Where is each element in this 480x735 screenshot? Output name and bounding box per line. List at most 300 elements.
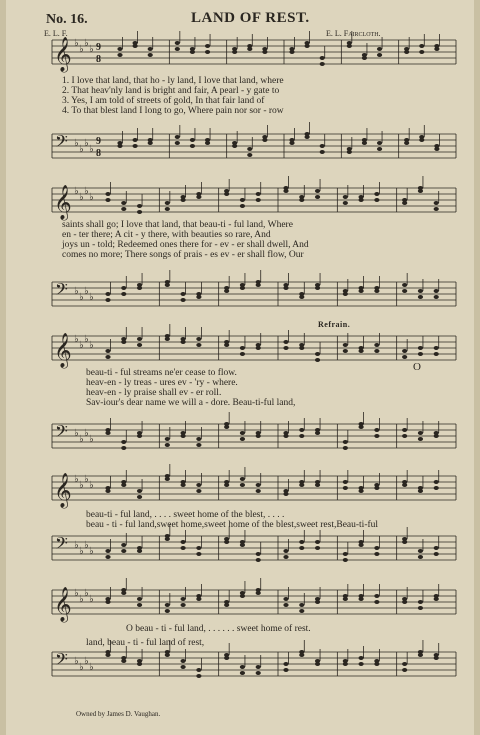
note-head bbox=[418, 431, 423, 435]
lyric-line: joys un - told; Redeemed ones there for - ev - er shall dwell, And bbox=[62, 240, 309, 250]
note-head bbox=[374, 192, 379, 196]
note-head bbox=[117, 141, 122, 145]
refrain-label: Refrain. bbox=[318, 320, 351, 329]
note-head bbox=[299, 428, 304, 432]
hymn-page bbox=[6, 0, 474, 735]
note-head bbox=[196, 674, 201, 678]
note-head bbox=[418, 289, 423, 293]
note-head bbox=[315, 540, 320, 544]
flat-icon: ♭ bbox=[84, 588, 89, 599]
flat-icon: ♭ bbox=[74, 38, 79, 49]
note-head bbox=[105, 192, 110, 196]
note-head bbox=[137, 210, 142, 214]
note-head bbox=[343, 594, 348, 598]
note-head bbox=[434, 144, 439, 148]
note-head bbox=[105, 597, 110, 601]
flat-icon: ♭ bbox=[74, 186, 79, 197]
flat-icon: ♭ bbox=[79, 594, 84, 605]
note-head bbox=[247, 153, 252, 157]
note-head bbox=[434, 346, 439, 350]
note-head bbox=[196, 343, 201, 347]
note-head bbox=[105, 355, 110, 359]
note-head bbox=[359, 346, 364, 350]
note-head bbox=[434, 44, 439, 48]
note-head bbox=[121, 446, 126, 450]
note-head bbox=[165, 280, 170, 284]
note-head bbox=[105, 198, 110, 202]
note-head bbox=[137, 495, 142, 499]
lyricist-credit: E. L. F. bbox=[44, 29, 68, 38]
note-head bbox=[247, 44, 252, 48]
flat-icon: ♭ bbox=[89, 340, 94, 351]
bass-clef-icon: 𝄢 bbox=[55, 649, 68, 673]
note-head bbox=[402, 355, 407, 359]
note-head bbox=[299, 343, 304, 347]
flat-icon: ♭ bbox=[89, 144, 94, 155]
note-head bbox=[181, 195, 186, 199]
note-head bbox=[165, 474, 170, 478]
note-head bbox=[196, 668, 201, 672]
note-head bbox=[374, 434, 379, 438]
note-head bbox=[343, 195, 348, 199]
flat-icon: ♭ bbox=[89, 662, 94, 673]
note-head bbox=[359, 594, 364, 598]
lyric-line: 3. Yes, I am told of streets of gold, In that fair land of bbox=[62, 96, 265, 106]
note-head bbox=[418, 606, 423, 610]
note-head bbox=[181, 480, 186, 484]
lyric-line: heav-en - ly praise shall ev - er roll. bbox=[86, 388, 222, 398]
note-head bbox=[283, 603, 288, 607]
note-head bbox=[224, 600, 229, 604]
note-head bbox=[283, 431, 288, 435]
note-head bbox=[240, 540, 245, 544]
note-head bbox=[165, 201, 170, 205]
treble-clef-icon: 𝄞 bbox=[54, 473, 72, 508]
note-head bbox=[418, 295, 423, 299]
note-head bbox=[137, 337, 142, 341]
time-signature: 8 bbox=[96, 54, 101, 65]
note-head bbox=[121, 480, 126, 484]
note-head bbox=[121, 543, 126, 547]
note-head bbox=[137, 659, 142, 663]
bass-staff bbox=[6, 421, 474, 464]
note-head bbox=[256, 483, 261, 487]
lyric-line: comes no more; There songs of prais - es ev - er shall flow, Our bbox=[62, 250, 304, 260]
note-head bbox=[256, 343, 261, 347]
note-head bbox=[305, 132, 310, 136]
note-head bbox=[299, 540, 304, 544]
bass-clef-icon: 𝄢 bbox=[55, 131, 68, 155]
note-head bbox=[402, 198, 407, 202]
note-head bbox=[256, 671, 261, 675]
note-head bbox=[196, 443, 201, 447]
note-head bbox=[374, 349, 379, 353]
note-head bbox=[402, 283, 407, 287]
note-head bbox=[434, 653, 439, 657]
note-head bbox=[320, 144, 325, 148]
flat-icon: ♭ bbox=[74, 656, 79, 667]
note-head bbox=[148, 47, 153, 51]
note-head bbox=[196, 337, 201, 341]
note-head bbox=[283, 597, 288, 601]
note-head bbox=[196, 192, 201, 196]
note-head bbox=[434, 207, 439, 211]
note-head bbox=[224, 340, 229, 344]
flat-icon: ♭ bbox=[79, 434, 84, 445]
note-head bbox=[404, 47, 409, 51]
note-head bbox=[262, 47, 267, 51]
note-head bbox=[434, 594, 439, 598]
note-head bbox=[343, 558, 348, 562]
note-head bbox=[105, 428, 110, 432]
note-head bbox=[121, 588, 126, 592]
flat-icon: ♭ bbox=[84, 656, 89, 667]
note-head bbox=[283, 549, 288, 553]
note-head bbox=[305, 41, 310, 45]
note-head bbox=[320, 56, 325, 60]
note-head bbox=[247, 147, 252, 151]
note-head bbox=[359, 422, 364, 426]
note-head bbox=[256, 588, 261, 592]
note-head bbox=[240, 591, 245, 595]
note-head bbox=[315, 546, 320, 550]
note-head bbox=[224, 480, 229, 484]
note-head bbox=[434, 352, 439, 356]
note-head bbox=[434, 289, 439, 293]
note-head bbox=[181, 665, 186, 669]
note-head bbox=[434, 486, 439, 490]
note-head bbox=[418, 437, 423, 441]
note-head bbox=[418, 486, 423, 490]
treble-clef-icon: 𝄞 bbox=[54, 37, 72, 72]
note-head bbox=[256, 558, 261, 562]
note-head bbox=[283, 662, 288, 666]
note-head bbox=[374, 552, 379, 556]
note-head bbox=[418, 555, 423, 559]
flat-icon: ♭ bbox=[74, 588, 79, 599]
note-head bbox=[256, 665, 261, 669]
hymn-title: LAND OF REST. bbox=[191, 10, 310, 26]
flat-icon: ♭ bbox=[79, 144, 84, 155]
note-head bbox=[196, 437, 201, 441]
note-head bbox=[374, 428, 379, 432]
note-head bbox=[196, 292, 201, 296]
ownership-footer: Owned by James D. Vaughan. bbox=[76, 710, 161, 718]
note-head bbox=[181, 546, 186, 550]
note-head bbox=[359, 486, 364, 490]
lyric-line: 2. That heav'nly land is bright and fair, A pearl - y gate to bbox=[62, 86, 280, 96]
note-head bbox=[283, 346, 288, 350]
note-head bbox=[117, 47, 122, 51]
note-head bbox=[343, 343, 348, 347]
bass-staff bbox=[6, 279, 474, 322]
note-head bbox=[315, 195, 320, 199]
note-head bbox=[434, 201, 439, 205]
time-signature: 9 bbox=[96, 42, 101, 53]
note-head bbox=[137, 283, 142, 287]
note-head bbox=[205, 50, 210, 54]
note-head bbox=[374, 600, 379, 604]
note-head bbox=[240, 483, 245, 487]
note-head bbox=[165, 334, 170, 338]
lyrics-system-4 bbox=[86, 510, 378, 530]
lyric-line: 4. To that blest land I long to go, Where pain nor sor - row bbox=[62, 106, 284, 116]
note-head bbox=[240, 204, 245, 208]
note-head bbox=[419, 135, 424, 139]
note-head bbox=[347, 41, 352, 45]
note-head bbox=[374, 659, 379, 663]
bass-staff bbox=[6, 131, 474, 174]
note-head bbox=[175, 41, 180, 45]
note-head bbox=[190, 138, 195, 142]
note-head bbox=[224, 537, 229, 541]
note-head bbox=[133, 144, 138, 148]
note-head bbox=[148, 138, 153, 142]
note-head bbox=[374, 286, 379, 290]
note-head bbox=[240, 671, 245, 675]
note-head bbox=[315, 283, 320, 287]
note-head bbox=[299, 603, 304, 607]
note-head bbox=[359, 540, 364, 544]
note-head bbox=[289, 138, 294, 142]
note-head bbox=[299, 434, 304, 438]
note-head bbox=[402, 662, 407, 666]
note-head bbox=[343, 289, 348, 293]
flat-icon: ♭ bbox=[79, 44, 84, 55]
note-head bbox=[181, 298, 186, 302]
lyrics-system-1 bbox=[62, 76, 284, 116]
note-head bbox=[377, 141, 382, 145]
note-head bbox=[343, 659, 348, 663]
flat-icon: ♭ bbox=[89, 292, 94, 303]
note-head bbox=[283, 489, 288, 493]
note-head bbox=[434, 546, 439, 550]
note-head bbox=[240, 665, 245, 669]
note-head bbox=[165, 650, 170, 654]
note-head bbox=[121, 656, 126, 660]
note-head bbox=[434, 552, 439, 556]
note-head bbox=[418, 549, 423, 553]
flat-icon: ♭ bbox=[84, 428, 89, 439]
note-head bbox=[165, 207, 170, 211]
note-head bbox=[175, 141, 180, 145]
flat-icon: ♭ bbox=[79, 546, 84, 557]
flat-icon: ♭ bbox=[74, 138, 79, 149]
flat-icon: ♭ bbox=[79, 292, 84, 303]
note-head bbox=[232, 141, 237, 145]
refrain-o-text: O bbox=[413, 361, 421, 373]
note-head bbox=[262, 135, 267, 139]
note-head bbox=[315, 659, 320, 663]
note-head bbox=[240, 352, 245, 356]
note-head bbox=[320, 62, 325, 66]
note-head bbox=[181, 292, 186, 296]
note-head bbox=[133, 138, 138, 142]
note-head bbox=[402, 434, 407, 438]
note-head bbox=[374, 198, 379, 202]
flat-icon: ♭ bbox=[89, 434, 94, 445]
note-head bbox=[299, 480, 304, 484]
note-head bbox=[402, 349, 407, 353]
flat-icon: ♭ bbox=[84, 286, 89, 297]
note-head bbox=[165, 437, 170, 441]
note-head bbox=[434, 431, 439, 435]
note-head bbox=[315, 358, 320, 362]
flat-icon: ♭ bbox=[84, 540, 89, 551]
flat-icon: ♭ bbox=[84, 334, 89, 345]
note-head bbox=[240, 346, 245, 350]
note-head bbox=[419, 50, 424, 54]
note-head bbox=[224, 422, 229, 426]
note-head bbox=[121, 440, 126, 444]
note-head bbox=[105, 349, 110, 353]
lyric-line: 1. I love that land, that ho - ly land, I love that land, where bbox=[62, 76, 284, 86]
note-head bbox=[343, 446, 348, 450]
note-head bbox=[359, 286, 364, 290]
note-head bbox=[374, 483, 379, 487]
note-head bbox=[299, 292, 304, 296]
note-head bbox=[418, 186, 423, 190]
flat-icon: ♭ bbox=[79, 192, 84, 203]
time-signature: 9 bbox=[96, 136, 101, 147]
note-head bbox=[190, 47, 195, 51]
lyric-line: en - ter there; A cit - y there, with beauties so rare, And bbox=[62, 230, 271, 240]
lyric-line: beau-ti - ful streams ne'er cease to flow. bbox=[86, 368, 237, 378]
lyric-line: Sav-iour's dear name we will a - dore. Beau-ti-ful land, bbox=[86, 398, 296, 408]
note-head bbox=[402, 480, 407, 484]
note-head bbox=[418, 346, 423, 350]
note-head bbox=[181, 540, 186, 544]
note-head bbox=[190, 144, 195, 148]
flat-icon: ♭ bbox=[74, 540, 79, 551]
flat-icon: ♭ bbox=[89, 192, 94, 203]
note-head bbox=[418, 600, 423, 604]
lyrics-system-3 bbox=[86, 368, 295, 408]
treble-clef-icon: 𝄞 bbox=[54, 333, 72, 368]
note-head bbox=[181, 597, 186, 601]
note-head bbox=[402, 537, 407, 541]
note-head bbox=[240, 198, 245, 202]
note-head bbox=[283, 555, 288, 559]
note-head bbox=[137, 597, 142, 601]
bass-clef-icon: 𝄢 bbox=[55, 533, 68, 557]
note-head bbox=[137, 603, 142, 607]
note-head bbox=[121, 549, 126, 553]
note-head bbox=[315, 597, 320, 601]
note-head bbox=[205, 44, 210, 48]
note-head bbox=[121, 207, 126, 211]
flat-icon: ♭ bbox=[79, 662, 84, 673]
note-head bbox=[165, 603, 170, 607]
note-head bbox=[315, 352, 320, 356]
note-head bbox=[283, 283, 288, 287]
note-head bbox=[283, 186, 288, 190]
note-head bbox=[137, 204, 142, 208]
note-head bbox=[148, 53, 153, 57]
note-head bbox=[343, 480, 348, 484]
note-head bbox=[402, 668, 407, 672]
note-head bbox=[256, 280, 261, 284]
note-head bbox=[232, 47, 237, 51]
flat-icon: ♭ bbox=[79, 480, 84, 491]
note-head bbox=[404, 138, 409, 142]
note-head bbox=[256, 489, 261, 493]
note-head bbox=[359, 662, 364, 666]
note-head bbox=[181, 659, 186, 663]
note-head bbox=[196, 552, 201, 556]
note-head bbox=[105, 549, 110, 553]
note-head bbox=[181, 431, 186, 435]
note-head bbox=[343, 486, 348, 490]
note-head bbox=[105, 292, 110, 296]
note-head bbox=[299, 650, 304, 654]
note-head bbox=[105, 486, 110, 490]
note-head bbox=[359, 195, 364, 199]
lyric-line: beau - ti - ful land,sweet home,sweet home of the blest,sweet rest,Beau-ti-ful bbox=[86, 520, 379, 530]
note-head bbox=[377, 147, 382, 151]
note-head bbox=[418, 352, 423, 356]
note-head bbox=[165, 609, 170, 613]
hymn-number: No. 16. bbox=[46, 12, 88, 27]
flat-icon: ♭ bbox=[84, 474, 89, 485]
note-head bbox=[117, 53, 122, 57]
note-head bbox=[374, 343, 379, 347]
note-head bbox=[289, 47, 294, 51]
note-head bbox=[105, 555, 110, 559]
note-head bbox=[137, 546, 142, 550]
note-head bbox=[165, 534, 170, 538]
note-head bbox=[240, 283, 245, 287]
flat-icon: ♭ bbox=[74, 286, 79, 297]
note-head bbox=[224, 653, 229, 657]
note-head bbox=[418, 650, 423, 654]
flat-icon: ♭ bbox=[89, 480, 94, 491]
note-head bbox=[343, 552, 348, 556]
note-head bbox=[105, 650, 110, 654]
note-head bbox=[343, 440, 348, 444]
bass-clef-icon: 𝄢 bbox=[55, 421, 68, 445]
note-head bbox=[196, 594, 201, 598]
flat-icon: ♭ bbox=[79, 340, 84, 351]
composer-credit: E. L. Faircloth. bbox=[326, 29, 381, 38]
treble-staff bbox=[6, 37, 474, 80]
note-head bbox=[121, 337, 126, 341]
lyric-line: heav-en - ly treas - ures ev - 'ry - where. bbox=[86, 378, 238, 388]
note-head bbox=[320, 150, 325, 154]
bass-clef-icon: 𝄢 bbox=[55, 279, 68, 303]
note-head bbox=[137, 489, 142, 493]
note-head bbox=[196, 546, 201, 550]
note-head bbox=[347, 147, 352, 151]
note-head bbox=[315, 428, 320, 432]
flat-icon: ♭ bbox=[74, 334, 79, 345]
note-head bbox=[133, 41, 138, 45]
note-head bbox=[137, 343, 142, 347]
note-head bbox=[377, 47, 382, 51]
flat-icon: ♭ bbox=[84, 186, 89, 197]
note-head bbox=[434, 295, 439, 299]
note-head bbox=[374, 594, 379, 598]
note-head bbox=[434, 480, 439, 484]
note-head bbox=[165, 443, 170, 447]
lyrics-system-2 bbox=[62, 220, 309, 260]
note-head bbox=[419, 44, 424, 48]
time-signature: 8 bbox=[96, 148, 101, 159]
bass-staff bbox=[6, 533, 474, 576]
bass-staff bbox=[6, 649, 474, 692]
note-head bbox=[283, 668, 288, 672]
note-head bbox=[315, 189, 320, 193]
